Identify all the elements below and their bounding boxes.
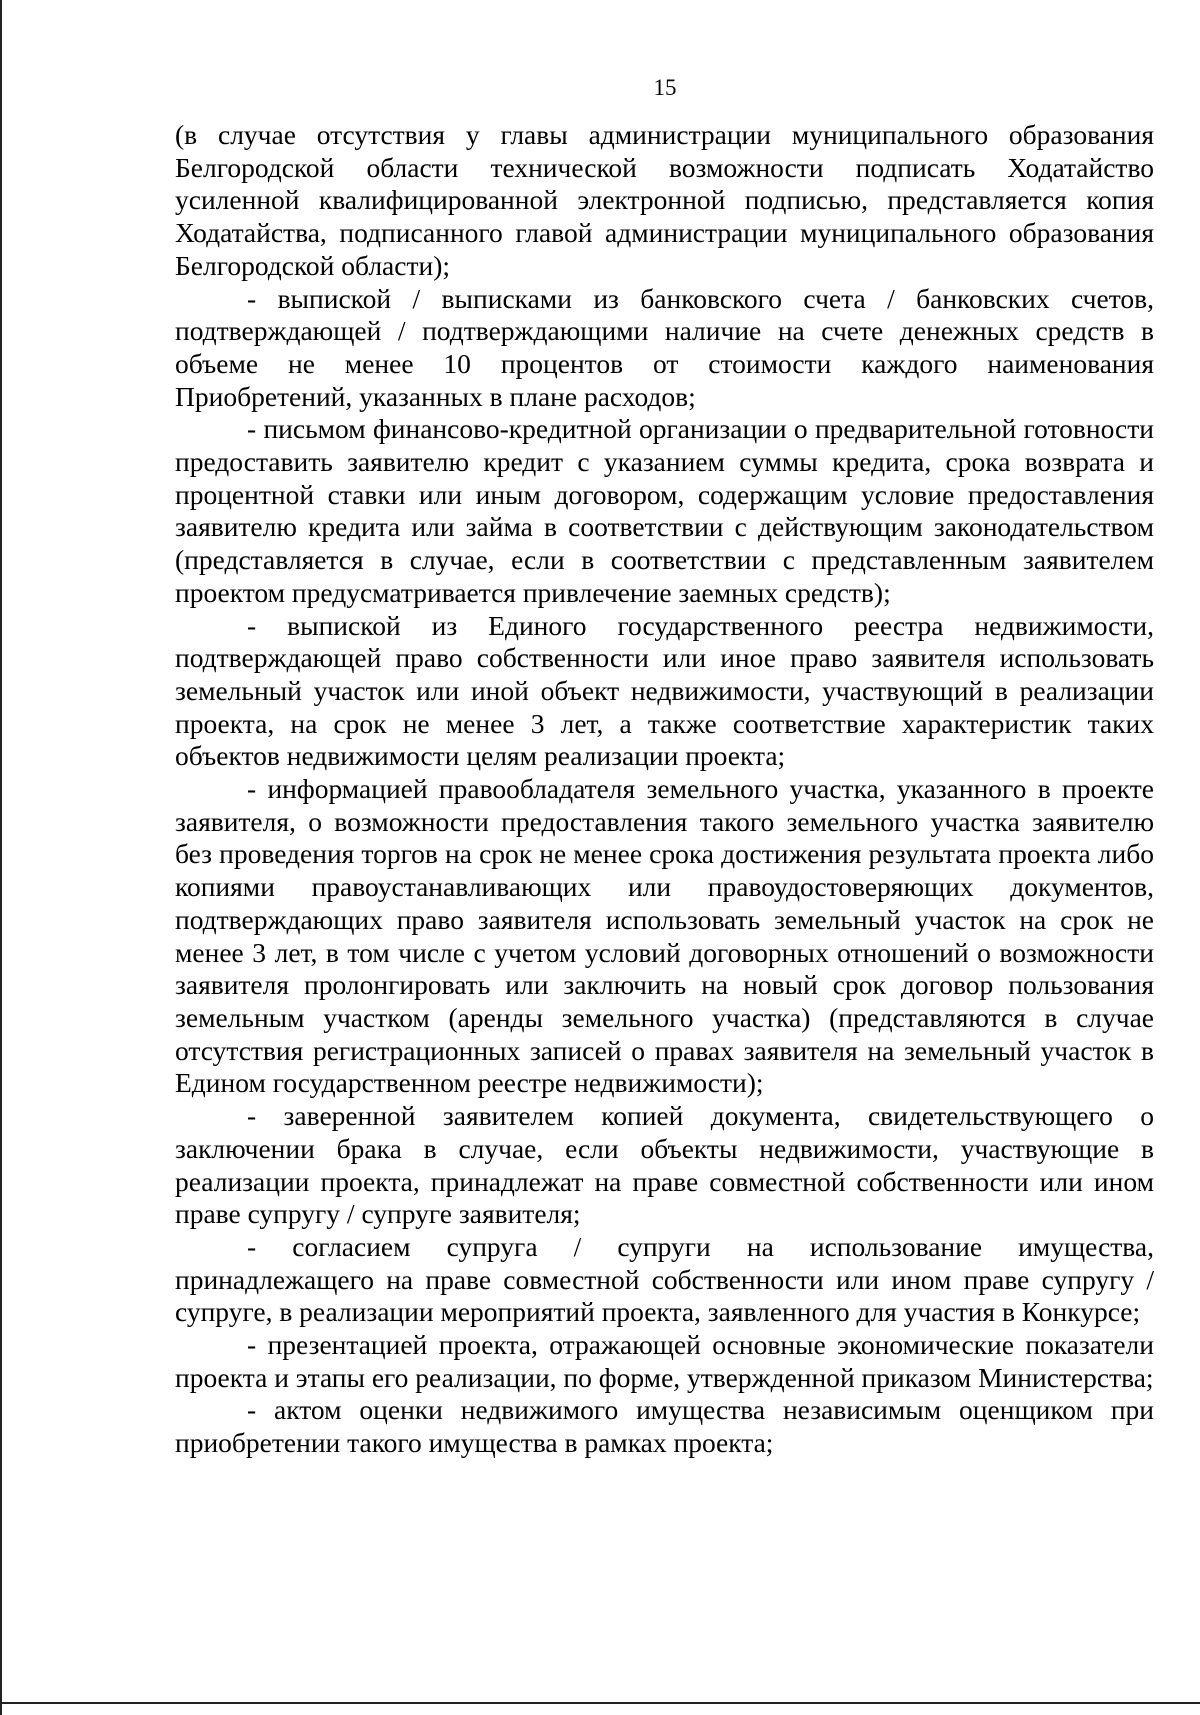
page-number: 15 [653, 75, 677, 100]
paragraph-signature-note: (в случае отсутствия у главы администрации муниципального образования Белгородской области технической возможности подписать Ходатайство усиленной квалифицированной электронной подписью, представляется копия Ходатайства, подписанного главой администрации муниципального образования Белгородской области); [175, 119, 1154, 281]
scan-bottom-edge [0, 1702, 1200, 1704]
list-item-marriage-document: - заверенной заявителем копией документа, свидетельствующего о заключении брака в случае, если объекты недвижимости, участвующие в реализации проекта, принадлежат на праве совместной собственности или ином праве супругу / супруге заявителя; [175, 1100, 1154, 1230]
list-item-valuation-act: - актом оценки недвижимого имущества независимым оценщиком при приобретении такого имущества в рамках проекта; [175, 1394, 1154, 1459]
list-item-land-info: - информацией правообладателя земельного участка, указанного в проекте заявителя, о возможности предоставления такого земельного участка заявителю без проведения торгов на срок не менее срока достижения результата проекта либо копиями правоустанавливающих или правоудостоверяющих документов, подтверждающих право заявителя использовать земельный участок на срок не менее 3 лет, в том числе с учетом условий договорных отношений о возможности заявителя пролонгировать или заключить на новый срок договор пользования земельным участком (аренды земельного участка) (представляются в случае отсутствия регистрационных записей о правах заявителя на земельный участок в Едином государственном реестре недвижимости); [175, 773, 1154, 1099]
list-item-project-presentation: - презентацией проекта, отражающей основные экономические показатели проекта и этапы его реализации, по форме, утвержденной приказом Министерства; [175, 1329, 1154, 1393]
scan-left-edge [0, 0, 2, 1715]
list-item-spouse-consent: - согласием супруга / супруги на использование имущества, принадлежащего на праве совместной собственности или ином праве супругу / супруге, в реализации мероприятий проекта, заявленного для участия в Конкурсе; [175, 1230, 1154, 1328]
list-item-bank-statement: - выпиской / выписками из банковского счета / банковских счетов, подтверждающей / подтверждающими наличие на счете денежных средств в объеме не менее 10 процентов от стоимости каждого наименования Приобретений, указанных в плане расходов; [175, 282, 1154, 412]
list-item-credit-letter: - письмом финансово-кредитной организации о предварительной готовности предоставить заявителю кредит с указанием суммы кредита, срока возврата и процентной ставки или иным договором, содержащим условие предоставления заявителю кредита или займа в соответствии с действующим законодательством (представляется в случае, если в соответствии с представленным заявителем проектом предусматривается привлечение заемных средств); [175, 413, 1154, 608]
document-body [175, 119, 1154, 1460]
list-item-registry-extract: - выпиской из Единого государственного реестра недвижимости, подтверждающей право собственности или иное право заявителя использовать земельный участок или иной объект недвижимости, участвующий в реализации проекта, на срок не менее 3 лет, а также соответствие характеристик таких объектов недвижимости целям реализации проекта; [175, 609, 1154, 772]
